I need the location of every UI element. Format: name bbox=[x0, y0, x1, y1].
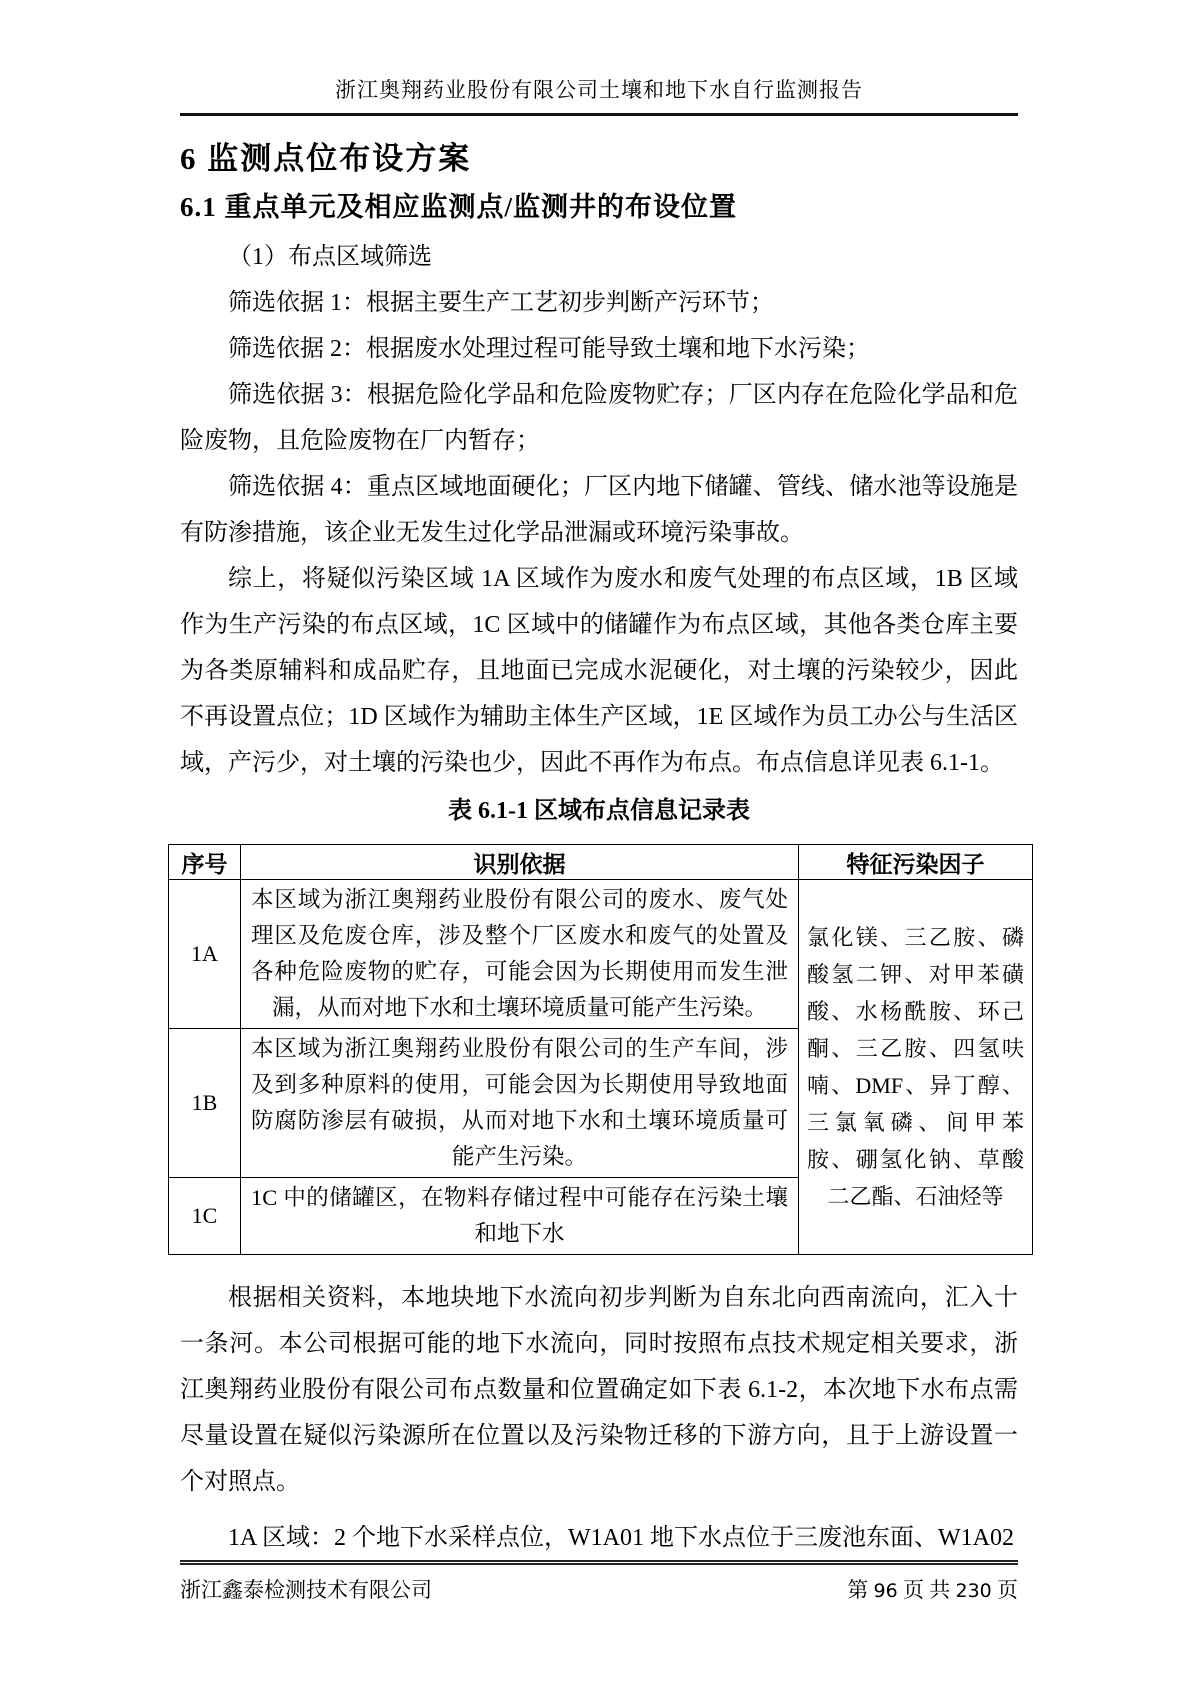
page-header bbox=[180, 0, 1018, 104]
report-title: 浙江奥翔药业股份有限公司土壤和地下水自行监测报告 bbox=[335, 78, 863, 102]
paragraph-basis-2: 筛选依据 2：根据废水处理过程可能导致土壤和地下水污染； bbox=[228, 336, 870, 362]
row-id-1c: 1C bbox=[169, 1178, 241, 1255]
paragraph-zone-1a-points: 1A 区域：2 个地下水采样点位，W1A01 地下水点位于三废池东面、W1A02 bbox=[228, 1525, 1014, 1551]
footer-total-pages: 230 bbox=[955, 1580, 992, 1602]
paragraph-summary: 综上，将疑似污染区域 1A 区域作为废水和废气处理的布点区域，1B 区域作为生产污染的布点区域，1C 区域中的储罐作为布点区域，其他各类仓库主要为各类原辅料和成品贮存，且地面已完成水泥硬化，对土壤的污染较少，因此不再设置点位；1D 区域作为辅助主体生产区域，1E 区域作为员工办公与生活区域，产污少，对土壤的污染也少，因此不再作为布点。布点信息详见表 6.1-1。 bbox=[180, 566, 1018, 776]
footer-page-suffix: 页 bbox=[997, 1578, 1018, 1602]
footer-page-number: 96 bbox=[873, 1580, 898, 1602]
paragraph-groundwater-flow: 根据相关资料，本地块地下水流向初步判断为自东北向西南流向，汇入十一条河。本公司根据可能的地下水流向，同时按照布点技术规定相关要求，浙江奥翔药业股份有限公司布点数量和位置确定如下表 6.1-2，本次地下水布点需尽量设置在疑似污染源所在位置以及污染物迁移的下游方向，且于上游设置一个对照点。 bbox=[180, 1285, 1018, 1495]
paragraph-screening-intro: （1）布点区域筛选 bbox=[228, 244, 432, 270]
column-header-basis: 识别依据 bbox=[241, 845, 799, 880]
table-header-row bbox=[169, 845, 1033, 880]
header-rule bbox=[180, 113, 1018, 116]
footer-page-mid: 页 共 bbox=[902, 1578, 951, 1602]
column-header-pollutants: 特征污染因子 bbox=[799, 845, 1033, 880]
footer-page-info bbox=[847, 1574, 1018, 1604]
paragraph-basis-1: 筛选依据 1：根据主要生产工艺初步判断产污环节； bbox=[228, 290, 774, 316]
row-basis-1a: 本区域为浙江奥翔药业股份有限公司的废水、废气处理区及危废仓库，涉及整个厂区废水和废气的处置及各种危险废物的贮存，可能会因为长期使用而发生泄漏，从而对地下水和土壤环境质量可能产生污染。 bbox=[241, 880, 799, 1029]
section-heading: 6 监测点位布设方案 bbox=[180, 141, 472, 176]
row-id-1b: 1B bbox=[169, 1029, 241, 1178]
row-id-1a: 1A bbox=[169, 880, 241, 1029]
paragraph-basis-3: 筛选依据 3：根据危险化学品和危险废物贮存；厂区内存在危险化学品和危险废物，且危险废物在厂内暂存； bbox=[180, 382, 1018, 454]
subsection-heading: 6.1 重点单元及相应监测点/监测井的布设位置 bbox=[180, 192, 738, 222]
table-row-1a bbox=[169, 880, 1033, 1029]
footer-page-prefix: 第 bbox=[847, 1578, 869, 1602]
table-caption: 表 6.1-1 区域布点信息记录表 bbox=[448, 798, 750, 824]
page-footer bbox=[180, 1560, 1018, 1604]
row-basis-1b: 本区域为浙江奥翔药业股份有限公司的生产车间，涉及到多种原料的使用，可能会因为长期使用导致地面防腐防渗层有破损，从而对地下水和土壤环境质量可能产生污染。 bbox=[241, 1029, 799, 1178]
column-header-id: 序号 bbox=[169, 845, 241, 880]
paragraph-basis-4: 筛选依据 4：重点区域地面硬化；厂区内地下储罐、管线、储水池等设施是有防渗措施，该企业无发生过化学品泄漏或环境污染事故。 bbox=[180, 474, 1018, 546]
page-content bbox=[180, 128, 1024, 1561]
pollutants-cell: 氯化镁、三乙胺、磷酸氢二钾、对甲苯磺酸、水杨酰胺、环己酮、三乙胺、四氢呋喃、DMF、异丁醇、三氯氧磷、间甲苯胺、硼氢化钠、草酸二乙酯、石油烃等 bbox=[799, 880, 1033, 1255]
row-basis-1c: 1C 中的储罐区，在物料存储过程中可能存在污染土壤和地下水 bbox=[241, 1178, 799, 1255]
footer-company: 浙江鑫泰检测技术有限公司 bbox=[180, 1578, 432, 1602]
zone-info-table bbox=[168, 844, 1033, 1255]
